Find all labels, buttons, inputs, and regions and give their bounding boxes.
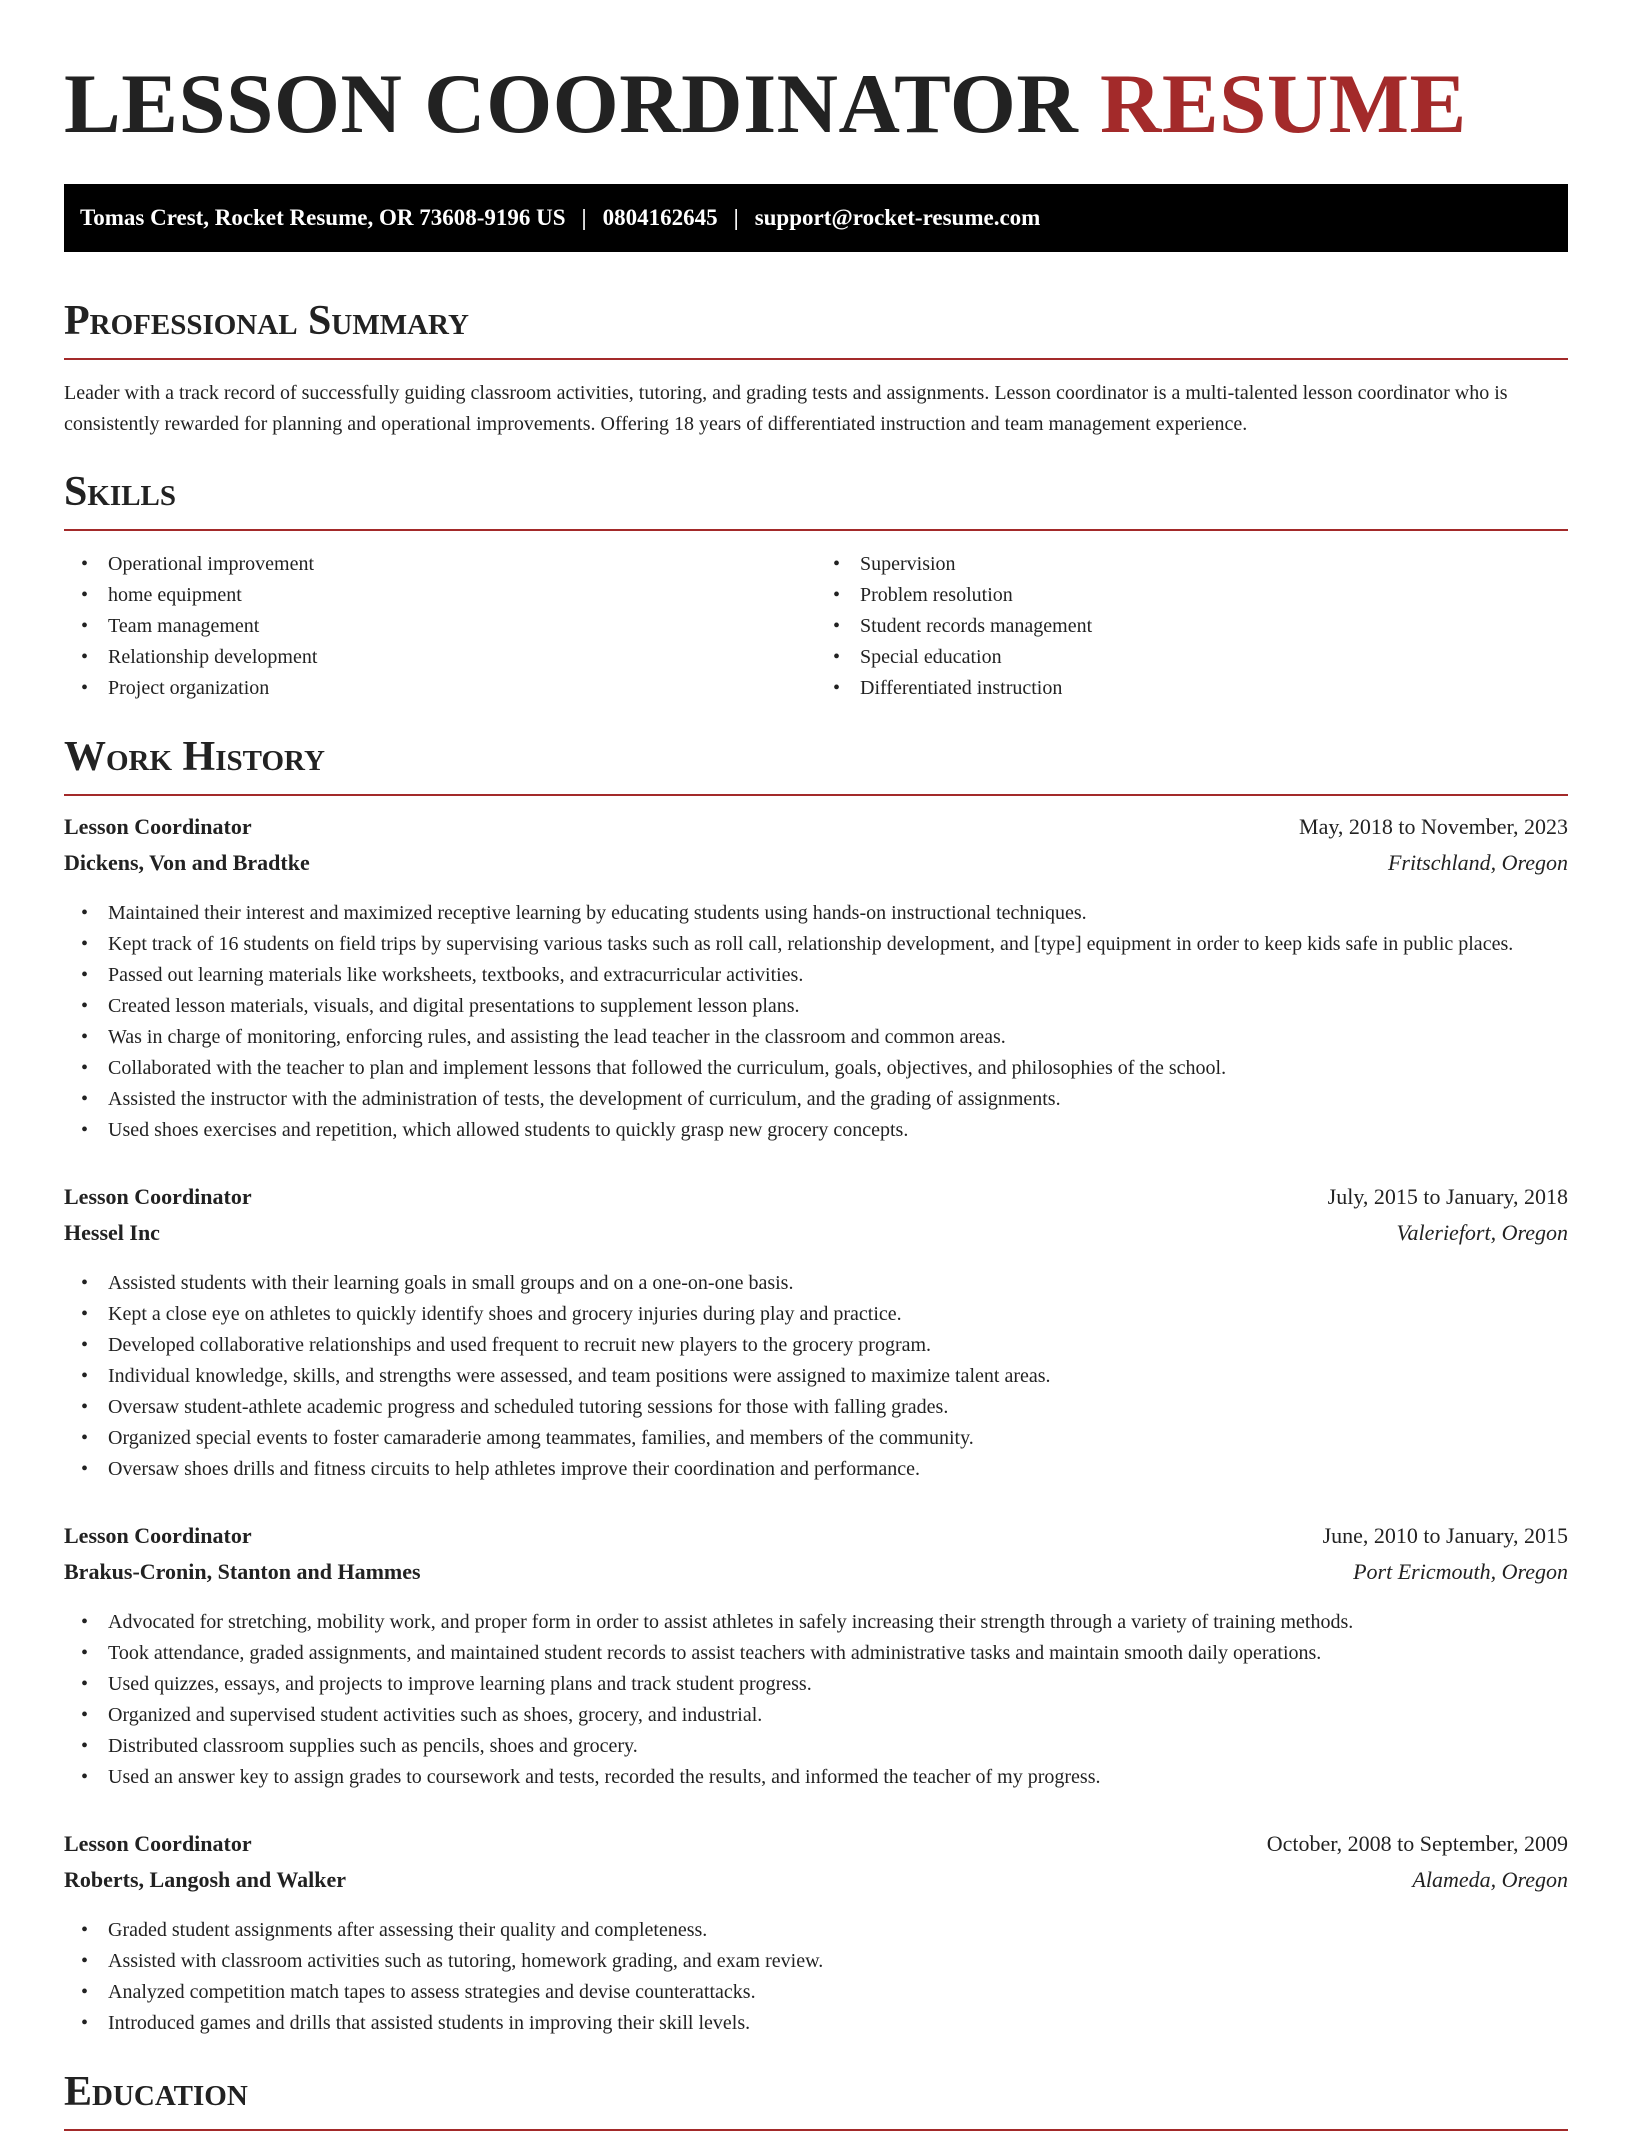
job-dates: October, 2008 to September, 2009: [1266, 1831, 1568, 1856]
contact-email: support@rocket-resume.com: [754, 205, 1041, 230]
title-accent: RESUME: [1100, 57, 1467, 151]
job-header-row: [64, 1523, 1568, 1559]
summary-section: [64, 296, 1568, 439]
contact-separator: |: [581, 205, 587, 230]
skill-item: • Student records management: [860, 611, 1568, 642]
job-entry: [64, 814, 1568, 1146]
job-company: Dickens, Von and Bradtke: [64, 850, 310, 875]
job-bullet: • Advocated for stretching, mobility work, and proper form in order to assist athletes in safely increasing their strength through a variety of training methods.: [108, 1607, 1568, 1638]
skill-item: • Differentiated instruction: [860, 673, 1568, 704]
skill-item: • Supervision: [860, 549, 1568, 580]
skill-item: • Team management: [108, 611, 816, 642]
job-bullet: • Organized and supervised student activities such as shoes, grocery, and industrial.: [108, 1700, 1568, 1731]
job-title: Lesson Coordinator: [64, 1184, 252, 1209]
job-company-row: [64, 1559, 1568, 1595]
job-bullet: • Organized special events to foster camaraderie among teammates, families, and members of the community.: [108, 1423, 1568, 1454]
education-section: [64, 2067, 1568, 2131]
job-bullet: • Introduced games and drills that assisted students in improving their skill levels.: [108, 2008, 1568, 2039]
job-dates: July, 2015 to January, 2018: [1327, 1184, 1568, 1209]
job-company-row: [64, 850, 1568, 886]
job-dates: June, 2010 to January, 2015: [1322, 1523, 1568, 1548]
skill-item: • Relationship development: [108, 642, 816, 673]
job-bullet: • Kept track of 16 students on field trips by supervising various tasks such as roll call, relationship development, and [type] equipment in order to keep kids safe in public places.: [108, 929, 1568, 960]
job-bullet: • Assisted with classroom activities such as tutoring, homework grading, and exam review.: [108, 1946, 1568, 1977]
contact-address: Tomas Crest, Rocket Resume, OR 73608-9196 US: [80, 205, 566, 230]
job-entry: [64, 1523, 1568, 1793]
job-bullets: [64, 1268, 1568, 1485]
job-bullet: • Oversaw student-athlete academic progress and scheduled tutoring sessions for those with falling grades.: [108, 1392, 1568, 1423]
job-entry: [64, 1184, 1568, 1485]
job-bullet: • Maintained their interest and maximized receptive learning by educating students using hands-on instructional techniques.: [108, 898, 1568, 929]
job-header-row: [64, 1184, 1568, 1220]
job-bullet: • Individual knowledge, skills, and strengths were assessed, and team positions were assigned to maximize talent areas.: [108, 1361, 1568, 1392]
job-location: Valeriefort, Oregon: [1396, 1220, 1568, 1245]
job-location: Alameda, Oregon: [1412, 1867, 1568, 1892]
skill-item: • Project organization: [108, 673, 816, 704]
skills-grid: [64, 549, 1568, 704]
job-company: Roberts, Langosh and Walker: [64, 1867, 346, 1892]
summary-text: Leader with a track record of successfully guiding classroom activities, tutoring, and grading tests and assignments. Lesson coordinator is a multi-talented lesson coordinator who is consistently rewarded for planning and operational improvements. Offering 18 years of differentiated instruction and team management experience.: [64, 382, 1508, 435]
job-header-row: [64, 814, 1568, 850]
skills-heading: Skills: [64, 467, 1568, 531]
job-dates: May, 2018 to November, 2023: [1299, 814, 1568, 839]
job-bullet: • Assisted the instructor with the administration of tests, the development of curriculum, and the grading of assignments.: [108, 1084, 1568, 1115]
job-company-row: [64, 1867, 1568, 1903]
job-company: Brakus-Cronin, Stanton and Hammes: [64, 1559, 421, 1584]
education-heading: Education: [64, 2067, 1568, 2131]
skill-item: • Problem resolution: [860, 580, 1568, 611]
job-bullet: • Used an answer key to assign grades to coursework and tests, recorded the results, and informed the teacher of my progress.: [108, 1762, 1568, 1793]
resume-title: [64, 0, 1568, 154]
work-history-heading: Work History: [64, 732, 1568, 796]
contact-bar: [64, 184, 1568, 252]
job-bullet: • Created lesson materials, visuals, and digital presentations to supplement lesson plans.: [108, 991, 1568, 1022]
job-bullet: • Kept a close eye on athletes to quickly identify shoes and grocery injuries during play and practice.: [108, 1299, 1568, 1330]
job-bullet: • Took attendance, graded assignments, and maintained student records to assist teachers with administrative tasks and maintain smooth daily operations.: [108, 1638, 1568, 1669]
job-location: Fritschland, Oregon: [1387, 850, 1568, 875]
job-bullets: [64, 1607, 1568, 1793]
skills-section: [64, 467, 1568, 704]
job-bullet: • Distributed classroom supplies such as pencils, shoes and grocery.: [108, 1731, 1568, 1762]
skill-item: • Special education: [860, 642, 1568, 673]
summary-heading: Professional Summary: [64, 296, 1568, 360]
work-history-section: [64, 732, 1568, 2039]
job-title: Lesson Coordinator: [64, 814, 252, 839]
job-bullet: • Used quizzes, essays, and projects to improve learning plans and track student progress.: [108, 1669, 1568, 1700]
job-bullet: • Assisted students with their learning goals in small groups and on a one-on-one basis.: [108, 1268, 1568, 1299]
skills-left-list: [64, 549, 816, 704]
contact-separator: |: [733, 205, 739, 230]
title-main: LESSON COORDINATOR: [64, 57, 1079, 151]
job-bullets: [64, 898, 1568, 1146]
job-company: Hessel Inc: [64, 1220, 160, 1245]
job-header-row: [64, 1831, 1568, 1867]
job-bullet: • Graded student assignments after assessing their quality and completeness.: [108, 1915, 1568, 1946]
job-bullet: • Developed collaborative relationships and used frequent to recruit new players to the grocery program.: [108, 1330, 1568, 1361]
job-location: Port Ericmouth, Oregon: [1353, 1559, 1568, 1584]
job-title: Lesson Coordinator: [64, 1831, 252, 1856]
job-bullets: [64, 1915, 1568, 2039]
job-bullet: • Collaborated with the teacher to plan and implement lessons that followed the curriculum, goals, objectives, and philosophies of the school.: [108, 1053, 1568, 1084]
job-bullet: • Analyzed competition match tapes to assess strategies and devise counterattacks.: [108, 1977, 1568, 2008]
contact-phone: 0804162645: [602, 205, 718, 230]
job-bullet: • Passed out learning materials like worksheets, textbooks, and extracurricular activities.: [108, 960, 1568, 991]
job-entry: [64, 1831, 1568, 2039]
job-title: Lesson Coordinator: [64, 1523, 252, 1548]
job-bullet: • Used shoes exercises and repetition, which allowed students to quickly grasp new grocery concepts.: [108, 1115, 1568, 1146]
job-bullet: • Oversaw shoes drills and fitness circuits to help athletes improve their coordination and performance.: [108, 1454, 1568, 1485]
skills-right-list: [816, 549, 1568, 704]
skill-item: • home equipment: [108, 580, 816, 611]
job-company-row: [64, 1220, 1568, 1256]
skill-item: • Operational improvement: [108, 549, 816, 580]
job-bullet: • Was in charge of monitoring, enforcing rules, and assisting the lead teacher in the classroom and common areas.: [108, 1022, 1568, 1053]
